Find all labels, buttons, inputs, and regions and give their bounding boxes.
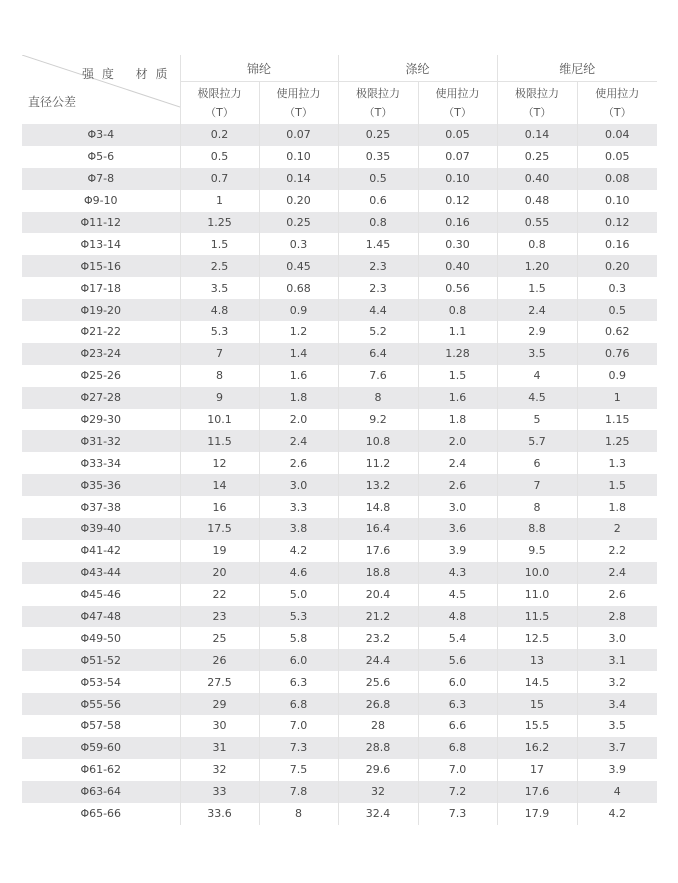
vinylon-breaking-cell: 1.5	[497, 277, 577, 299]
vinylon-breaking-cell: 14.5	[497, 671, 577, 693]
vinylon-breaking-cell: 17.6	[497, 781, 577, 803]
nylon-breaking-cell: 33.6	[180, 803, 259, 825]
table-row	[22, 518, 657, 540]
polyester-working-cell: 0.30	[418, 233, 497, 255]
subheader-label: 使用拉力	[595, 87, 640, 100]
diameter-cell: Φ55-56	[22, 693, 180, 715]
polyester-breaking-cell: 14.8	[338, 496, 418, 518]
nylon-working-cell: 2.0	[259, 409, 338, 431]
polyester-working-cell: 5.4	[418, 627, 497, 649]
polyester-working-cell: 0.05	[418, 124, 497, 146]
table-row	[22, 803, 657, 825]
polyester-working-cell: 4.3	[418, 562, 497, 584]
polyester-working-cell: 0.56	[418, 277, 497, 299]
polyester-breaking-cell: 24.4	[338, 649, 418, 671]
nylon-breaking-cell: 0.7	[180, 168, 259, 190]
table-row	[22, 343, 657, 365]
vinylon-working-cell: 3.2	[577, 671, 657, 693]
unit-label: （T）	[602, 106, 632, 119]
nylon-breaking-cell: 5.3	[180, 321, 259, 343]
vinylon-working-cell: 4	[577, 781, 657, 803]
polyester-working-cell: 1.1	[418, 321, 497, 343]
vinylon-breaking-cell: 12.5	[497, 627, 577, 649]
polyester-working-cell: 1.5	[418, 365, 497, 387]
diameter-cell: Φ27-28	[22, 387, 180, 409]
polyester-breaking-cell: 11.2	[338, 452, 418, 474]
diameter-cell: Φ25-26	[22, 365, 180, 387]
vinylon-working-cell: 2	[577, 518, 657, 540]
vinylon-working-cell: 0.76	[577, 343, 657, 365]
vinylon-breaking-cell: 15.5	[497, 715, 577, 737]
polyester-breaking-cell: 9.2	[338, 409, 418, 431]
diameter-cell: Φ41-42	[22, 540, 180, 562]
nylon-working-cell: 7.0	[259, 715, 338, 737]
vinylon-breaking-cell: 16.2	[497, 737, 577, 759]
vinylon-breaking-cell: 8	[497, 496, 577, 518]
vinylon-working-cell: 3.0	[577, 627, 657, 649]
nylon-working-cell: 7.3	[259, 737, 338, 759]
nylon-breaking-cell: 20	[180, 562, 259, 584]
header-corner-cell	[22, 55, 180, 124]
nylon-breaking-cell: 10.1	[180, 409, 259, 431]
nylon-working-cell: 3.8	[259, 518, 338, 540]
vinylon-working-cell: 2.4	[577, 562, 657, 584]
nylon-breaking-cell: 4.8	[180, 299, 259, 321]
vinylon-working-cell: 0.3	[577, 277, 657, 299]
subheader-working-force	[259, 82, 338, 125]
nylon-working-cell: 7.8	[259, 781, 338, 803]
nylon-working-cell: 4.2	[259, 540, 338, 562]
table-row	[22, 474, 657, 496]
diameter-cell: Φ13-14	[22, 233, 180, 255]
nylon-working-cell: 0.3	[259, 233, 338, 255]
table-row	[22, 715, 657, 737]
polyester-breaking-cell: 0.35	[338, 146, 418, 168]
material-header-vinylon: 维尼纶	[497, 55, 657, 82]
material-header-nylon: 锦纶	[180, 55, 338, 82]
polyester-breaking-cell: 23.2	[338, 627, 418, 649]
vinylon-breaking-cell: 11.5	[497, 606, 577, 628]
table-row	[22, 737, 657, 759]
nylon-working-cell: 1.2	[259, 321, 338, 343]
vinylon-working-cell: 0.04	[577, 124, 657, 146]
nylon-working-cell: 0.07	[259, 124, 338, 146]
nylon-breaking-cell: 3.5	[180, 277, 259, 299]
unit-label: （T）	[443, 106, 472, 119]
polyester-working-cell: 0.16	[418, 212, 497, 234]
polyester-working-cell: 6.8	[418, 737, 497, 759]
table-row	[22, 277, 657, 299]
table-row	[22, 430, 657, 452]
polyester-working-cell: 3.6	[418, 518, 497, 540]
vinylon-working-cell: 0.9	[577, 365, 657, 387]
nylon-working-cell: 3.0	[259, 474, 338, 496]
vinylon-breaking-cell: 5.7	[497, 430, 577, 452]
vinylon-breaking-cell: 13	[497, 649, 577, 671]
diameter-cell: Φ37-38	[22, 496, 180, 518]
subheader-breaking-force	[497, 82, 577, 125]
vinylon-breaking-cell: 4.5	[497, 387, 577, 409]
nylon-working-cell: 6.8	[259, 693, 338, 715]
polyester-working-cell: 0.40	[418, 255, 497, 277]
vinylon-working-cell: 3.7	[577, 737, 657, 759]
diameter-cell: Φ61-62	[22, 759, 180, 781]
material-header-polyester: 涤纶	[338, 55, 497, 82]
polyester-breaking-cell: 0.6	[338, 190, 418, 212]
nylon-breaking-cell: 33	[180, 781, 259, 803]
vinylon-breaking-cell: 2.4	[497, 299, 577, 321]
polyester-working-cell: 7.3	[418, 803, 497, 825]
nylon-breaking-cell: 9	[180, 387, 259, 409]
nylon-working-cell: 5.8	[259, 627, 338, 649]
nylon-working-cell: 0.10	[259, 146, 338, 168]
vinylon-working-cell: 2.6	[577, 584, 657, 606]
vinylon-breaking-cell: 0.48	[497, 190, 577, 212]
table-row	[22, 759, 657, 781]
polyester-working-cell: 7.0	[418, 759, 497, 781]
polyester-working-cell: 3.9	[418, 540, 497, 562]
polyester-breaking-cell: 32	[338, 781, 418, 803]
diameter-cell: Φ15-16	[22, 255, 180, 277]
vinylon-working-cell: 0.12	[577, 212, 657, 234]
nylon-working-cell: 5.3	[259, 606, 338, 628]
table-row	[22, 409, 657, 431]
polyester-working-cell: 6.6	[418, 715, 497, 737]
vinylon-breaking-cell: 4	[497, 365, 577, 387]
polyester-breaking-cell: 6.4	[338, 343, 418, 365]
diameter-cell: Φ53-54	[22, 671, 180, 693]
vinylon-working-cell: 1.25	[577, 430, 657, 452]
nylon-working-cell: 1.6	[259, 365, 338, 387]
vinylon-breaking-cell: 0.40	[497, 168, 577, 190]
diameter-cell: Φ49-50	[22, 627, 180, 649]
diameter-cell: Φ5-6	[22, 146, 180, 168]
vinylon-working-cell: 0.20	[577, 255, 657, 277]
table-row	[22, 255, 657, 277]
polyester-working-cell: 2.6	[418, 474, 497, 496]
vinylon-working-cell: 3.4	[577, 693, 657, 715]
table-row	[22, 781, 657, 803]
vinylon-breaking-cell: 2.9	[497, 321, 577, 343]
table-row	[22, 584, 657, 606]
subheader-label: 使用拉力	[276, 87, 321, 100]
polyester-working-cell: 0.12	[418, 190, 497, 212]
rope-strength-table-container	[22, 55, 657, 825]
diameter-cell: Φ17-18	[22, 277, 180, 299]
diameter-cell: Φ35-36	[22, 474, 180, 496]
corner-label-diameter: 直径公差	[28, 95, 77, 109]
vinylon-working-cell: 2.8	[577, 606, 657, 628]
subheader-breaking-force	[180, 82, 259, 125]
vinylon-working-cell: 3.9	[577, 759, 657, 781]
subheader-label: 极限拉力	[356, 87, 401, 100]
nylon-working-cell: 0.68	[259, 277, 338, 299]
nylon-breaking-cell: 1	[180, 190, 259, 212]
polyester-working-cell: 2.4	[418, 452, 497, 474]
polyester-breaking-cell: 20.4	[338, 584, 418, 606]
vinylon-working-cell: 2.2	[577, 540, 657, 562]
diameter-cell: Φ43-44	[22, 562, 180, 584]
nylon-working-cell: 0.45	[259, 255, 338, 277]
table-row	[22, 627, 657, 649]
nylon-breaking-cell: 14	[180, 474, 259, 496]
nylon-working-cell: 0.9	[259, 299, 338, 321]
vinylon-breaking-cell: 0.55	[497, 212, 577, 234]
diameter-cell: Φ33-34	[22, 452, 180, 474]
vinylon-working-cell: 0.5	[577, 299, 657, 321]
vinylon-breaking-cell: 10.0	[497, 562, 577, 584]
nylon-working-cell: 6.0	[259, 649, 338, 671]
vinylon-breaking-cell: 9.5	[497, 540, 577, 562]
diameter-cell: Φ63-64	[22, 781, 180, 803]
nylon-working-cell: 6.3	[259, 671, 338, 693]
table-row	[22, 168, 657, 190]
nylon-working-cell: 7.5	[259, 759, 338, 781]
polyester-working-cell: 3.0	[418, 496, 497, 518]
polyester-breaking-cell: 2.3	[338, 277, 418, 299]
nylon-breaking-cell: 1.25	[180, 212, 259, 234]
unit-label: （T）	[363, 106, 393, 119]
polyester-working-cell: 1.6	[418, 387, 497, 409]
table-row	[22, 321, 657, 343]
polyester-working-cell: 4.8	[418, 606, 497, 628]
table-row	[22, 146, 657, 168]
rope-strength-table	[22, 55, 657, 825]
subheader-breaking-force	[338, 82, 418, 125]
nylon-working-cell: 1.8	[259, 387, 338, 409]
polyester-breaking-cell: 29.6	[338, 759, 418, 781]
vinylon-working-cell: 1.15	[577, 409, 657, 431]
subheader-label: 极限拉力	[515, 87, 560, 100]
vinylon-breaking-cell: 1.20	[497, 255, 577, 277]
nylon-breaking-cell: 25	[180, 627, 259, 649]
diameter-cell: Φ31-32	[22, 430, 180, 452]
nylon-working-cell: 5.0	[259, 584, 338, 606]
unit-label: （T）	[522, 106, 552, 119]
polyester-working-cell: 1.8	[418, 409, 497, 431]
polyester-working-cell: 6.0	[418, 671, 497, 693]
polyester-working-cell: 7.2	[418, 781, 497, 803]
vinylon-breaking-cell: 3.5	[497, 343, 577, 365]
table-row	[22, 693, 657, 715]
vinylon-breaking-cell: 7	[497, 474, 577, 496]
nylon-working-cell: 3.3	[259, 496, 338, 518]
polyester-breaking-cell: 0.25	[338, 124, 418, 146]
nylon-breaking-cell: 0.5	[180, 146, 259, 168]
polyester-working-cell: 0.07	[418, 146, 497, 168]
vinylon-breaking-cell: 6	[497, 452, 577, 474]
diameter-cell: Φ11-12	[22, 212, 180, 234]
vinylon-breaking-cell: 17	[497, 759, 577, 781]
vinylon-working-cell: 0.10	[577, 190, 657, 212]
diameter-cell: Φ29-30	[22, 409, 180, 431]
subheader-working-force	[418, 82, 497, 125]
table-row	[22, 649, 657, 671]
nylon-breaking-cell: 1.5	[180, 233, 259, 255]
corner-label-strength-material: 强 度 材 质	[82, 67, 170, 81]
diameter-cell: Φ57-58	[22, 715, 180, 737]
nylon-breaking-cell: 16	[180, 496, 259, 518]
diameter-cell: Φ47-48	[22, 606, 180, 628]
vinylon-working-cell: 4.2	[577, 803, 657, 825]
vinylon-working-cell: 3.5	[577, 715, 657, 737]
nylon-breaking-cell: 32	[180, 759, 259, 781]
vinylon-breaking-cell: 5	[497, 409, 577, 431]
polyester-breaking-cell: 13.2	[338, 474, 418, 496]
diameter-cell: Φ21-22	[22, 321, 180, 343]
polyester-breaking-cell: 0.8	[338, 212, 418, 234]
nylon-breaking-cell: 23	[180, 606, 259, 628]
table-row	[22, 540, 657, 562]
nylon-breaking-cell: 7	[180, 343, 259, 365]
vinylon-breaking-cell: 0.14	[497, 124, 577, 146]
table-row	[22, 124, 657, 146]
polyester-working-cell: 4.5	[418, 584, 497, 606]
polyester-breaking-cell: 5.2	[338, 321, 418, 343]
diameter-cell: Φ51-52	[22, 649, 180, 671]
polyester-breaking-cell: 1.45	[338, 233, 418, 255]
nylon-breaking-cell: 26	[180, 649, 259, 671]
vinylon-working-cell: 3.1	[577, 649, 657, 671]
polyester-working-cell: 6.3	[418, 693, 497, 715]
nylon-breaking-cell: 12	[180, 452, 259, 474]
table-row	[22, 671, 657, 693]
diameter-cell: Φ7-8	[22, 168, 180, 190]
nylon-breaking-cell: 30	[180, 715, 259, 737]
polyester-working-cell: 5.6	[418, 649, 497, 671]
nylon-breaking-cell: 27.5	[180, 671, 259, 693]
table-row	[22, 387, 657, 409]
table-row	[22, 496, 657, 518]
diameter-cell: Φ39-40	[22, 518, 180, 540]
vinylon-working-cell: 0.16	[577, 233, 657, 255]
table-row	[22, 452, 657, 474]
nylon-breaking-cell: 17.5	[180, 518, 259, 540]
nylon-working-cell: 0.25	[259, 212, 338, 234]
polyester-breaking-cell: 16.4	[338, 518, 418, 540]
table-row	[22, 562, 657, 584]
vinylon-breaking-cell: 8.8	[497, 518, 577, 540]
polyester-breaking-cell: 4.4	[338, 299, 418, 321]
vinylon-breaking-cell: 15	[497, 693, 577, 715]
table-row	[22, 606, 657, 628]
unit-label: （T）	[284, 106, 313, 119]
diameter-cell: Φ59-60	[22, 737, 180, 759]
nylon-breaking-cell: 29	[180, 693, 259, 715]
polyester-breaking-cell: 2.3	[338, 255, 418, 277]
polyester-breaking-cell: 32.4	[338, 803, 418, 825]
nylon-working-cell: 1.4	[259, 343, 338, 365]
polyester-working-cell: 0.10	[418, 168, 497, 190]
nylon-working-cell: 4.6	[259, 562, 338, 584]
polyester-working-cell: 0.8	[418, 299, 497, 321]
vinylon-working-cell: 1.3	[577, 452, 657, 474]
vinylon-breaking-cell: 17.9	[497, 803, 577, 825]
polyester-working-cell: 2.0	[418, 430, 497, 452]
polyester-working-cell: 1.28	[418, 343, 497, 365]
nylon-breaking-cell: 2.5	[180, 255, 259, 277]
nylon-breaking-cell: 19	[180, 540, 259, 562]
nylon-working-cell: 2.6	[259, 452, 338, 474]
polyester-breaking-cell: 8	[338, 387, 418, 409]
nylon-breaking-cell: 22	[180, 584, 259, 606]
nylon-breaking-cell: 31	[180, 737, 259, 759]
unit-label: （T）	[205, 106, 234, 119]
diameter-cell: Φ3-4	[22, 124, 180, 146]
polyester-breaking-cell: 21.2	[338, 606, 418, 628]
vinylon-working-cell: 0.62	[577, 321, 657, 343]
diameter-cell: Φ23-24	[22, 343, 180, 365]
vinylon-working-cell: 1.5	[577, 474, 657, 496]
polyester-breaking-cell: 0.5	[338, 168, 418, 190]
diameter-cell: Φ65-66	[22, 803, 180, 825]
vinylon-breaking-cell: 0.25	[497, 146, 577, 168]
table-row	[22, 212, 657, 234]
nylon-breaking-cell: 8	[180, 365, 259, 387]
polyester-breaking-cell: 7.6	[338, 365, 418, 387]
table-row	[22, 365, 657, 387]
polyester-breaking-cell: 25.6	[338, 671, 418, 693]
polyester-breaking-cell: 10.8	[338, 430, 418, 452]
table-row	[22, 299, 657, 321]
nylon-working-cell: 8	[259, 803, 338, 825]
vinylon-working-cell: 1	[577, 387, 657, 409]
polyester-breaking-cell: 17.6	[338, 540, 418, 562]
vinylon-breaking-cell: 0.8	[497, 233, 577, 255]
nylon-breaking-cell: 11.5	[180, 430, 259, 452]
nylon-breaking-cell: 0.2	[180, 124, 259, 146]
nylon-working-cell: 0.20	[259, 190, 338, 212]
vinylon-working-cell: 1.8	[577, 496, 657, 518]
polyester-breaking-cell: 28	[338, 715, 418, 737]
nylon-working-cell: 2.4	[259, 430, 338, 452]
nylon-working-cell: 0.14	[259, 168, 338, 190]
table-row	[22, 190, 657, 212]
vinylon-working-cell: 0.05	[577, 146, 657, 168]
vinylon-breaking-cell: 11.0	[497, 584, 577, 606]
polyester-breaking-cell: 18.8	[338, 562, 418, 584]
vinylon-working-cell: 0.08	[577, 168, 657, 190]
subheader-label: 使用拉力	[435, 87, 480, 100]
diameter-cell: Φ19-20	[22, 299, 180, 321]
table-body	[22, 124, 657, 825]
subheader-label: 极限拉力	[197, 87, 242, 100]
table-row	[22, 233, 657, 255]
subheader-working-force	[577, 82, 657, 125]
diameter-cell: Φ45-46	[22, 584, 180, 606]
polyester-breaking-cell: 26.8	[338, 693, 418, 715]
diameter-cell: Φ9-10	[22, 190, 180, 212]
polyester-breaking-cell: 28.8	[338, 737, 418, 759]
